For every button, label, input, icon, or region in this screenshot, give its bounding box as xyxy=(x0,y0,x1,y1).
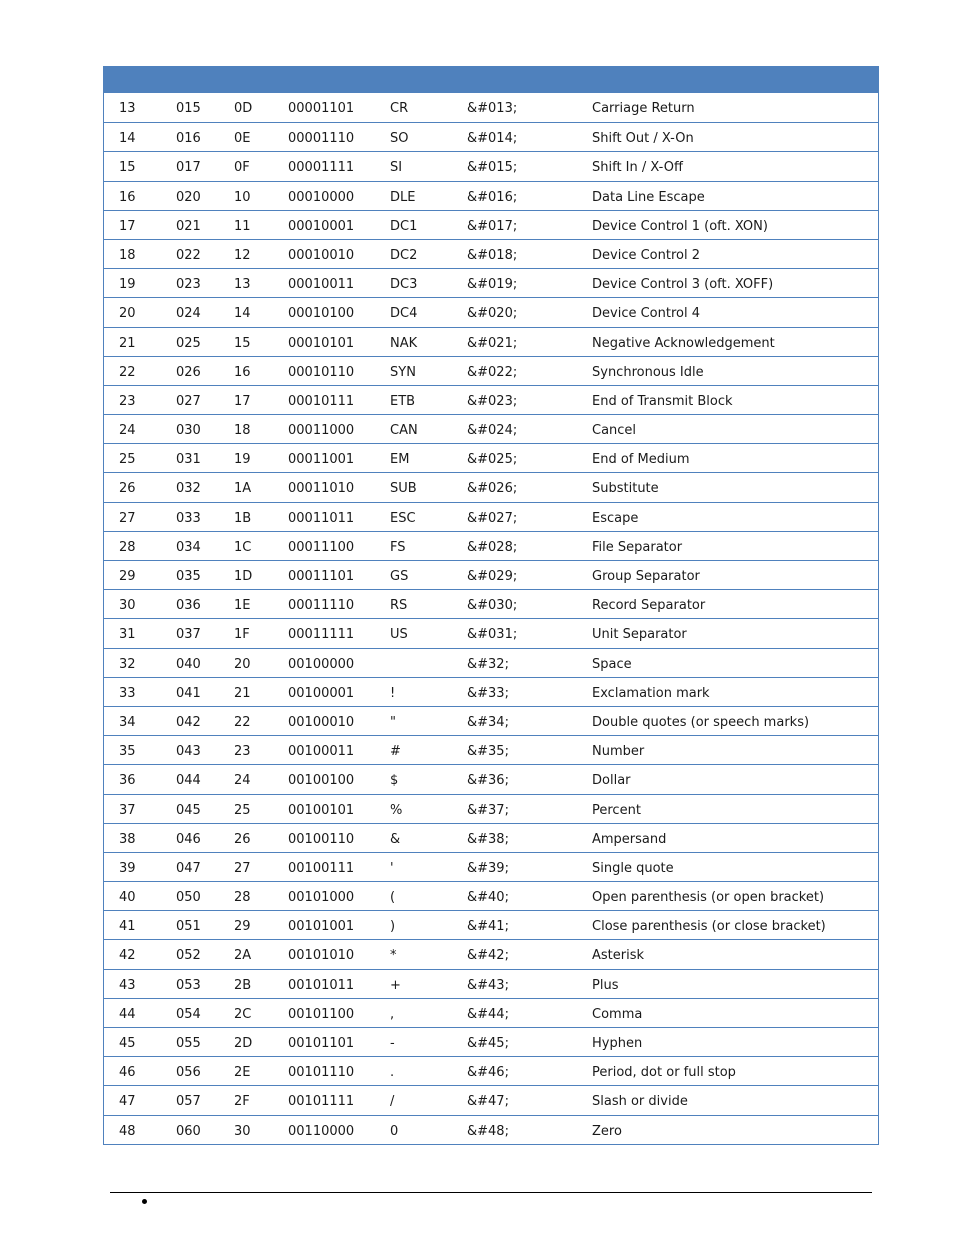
hex-cell: 11 xyxy=(234,218,251,234)
symbol-cell: ESC xyxy=(390,510,416,526)
table-row xyxy=(104,764,878,793)
octal-cell: 051 xyxy=(176,919,201,935)
symbol-cell: & xyxy=(390,831,401,847)
html-number-cell: &#019; xyxy=(467,277,518,293)
description-cell: Single quote xyxy=(592,860,674,876)
hex-cell: 27 xyxy=(234,860,251,876)
decimal-cell: 22 xyxy=(119,364,136,380)
hex-cell: 14 xyxy=(234,306,251,322)
table-row xyxy=(104,210,878,239)
octal-cell: 041 xyxy=(176,685,201,701)
footer-rule xyxy=(110,1192,872,1193)
binary-cell: 00010000 xyxy=(288,189,355,205)
binary-cell: 00011000 xyxy=(288,423,355,439)
ascii-table xyxy=(103,66,879,1145)
description-cell: Dollar xyxy=(592,773,631,789)
html-number-cell: &#34; xyxy=(467,714,509,730)
hex-cell: 29 xyxy=(234,919,251,935)
octal-cell: 020 xyxy=(176,189,201,205)
binary-cell: 00010100 xyxy=(288,306,355,322)
octal-cell: 054 xyxy=(176,1006,201,1022)
table-row xyxy=(104,735,878,764)
decimal-cell: 27 xyxy=(119,510,136,526)
table-row xyxy=(104,1115,878,1144)
symbol-cell: FS xyxy=(390,539,406,555)
decimal-cell: 15 xyxy=(119,160,136,176)
binary-cell: 00010010 xyxy=(288,247,355,263)
description-cell: Exclamation mark xyxy=(592,685,710,701)
octal-cell: 017 xyxy=(176,160,201,176)
hex-cell: 2A xyxy=(234,948,252,964)
hex-cell: 2C xyxy=(234,1006,252,1022)
html-number-cell: &#018; xyxy=(467,247,518,263)
octal-cell: 044 xyxy=(176,773,201,789)
html-number-cell: &#40; xyxy=(467,890,509,906)
html-number-cell: &#45; xyxy=(467,1036,509,1051)
description-cell: Substitute xyxy=(592,481,659,497)
table-row xyxy=(104,239,878,268)
table-row xyxy=(104,969,878,998)
html-number-cell: &#41; xyxy=(467,919,509,935)
symbol-cell: DC1 xyxy=(390,218,418,234)
decimal-cell: 28 xyxy=(119,539,136,555)
hex-cell: 30 xyxy=(234,1123,251,1139)
html-number-cell: &#026; xyxy=(467,481,518,497)
description-cell: Device Control 4 xyxy=(592,306,700,322)
decimal-cell: 23 xyxy=(119,393,136,409)
hex-cell: 2E xyxy=(234,1065,251,1081)
decimal-cell: 17 xyxy=(119,218,136,234)
symbol-cell: DC3 xyxy=(390,277,418,293)
decimal-cell: 33 xyxy=(119,685,136,701)
binary-cell: 00001110 xyxy=(288,131,355,147)
description-cell: Unit Separator xyxy=(592,627,687,643)
decimal-cell: 40 xyxy=(119,890,136,906)
octal-cell: 045 xyxy=(176,802,201,818)
binary-cell: 00011100 xyxy=(288,539,355,555)
table-row xyxy=(104,998,878,1027)
binary-cell: 00101011 xyxy=(288,977,355,993)
octal-cell: 022 xyxy=(176,247,201,263)
description-cell: Synchronous Idle xyxy=(592,364,704,380)
hex-cell: 1A xyxy=(234,481,252,497)
table-row xyxy=(104,648,878,677)
html-number-cell: &#027; xyxy=(467,510,518,526)
octal-cell: 015 xyxy=(176,101,201,116)
html-number-cell: &#022; xyxy=(467,364,518,380)
table-row xyxy=(104,1085,878,1114)
decimal-cell: 16 xyxy=(119,189,136,205)
hex-cell: 13 xyxy=(234,277,251,293)
binary-cell: 00100100 xyxy=(288,773,355,789)
binary-cell: 00100001 xyxy=(288,685,355,701)
symbol-cell: SUB xyxy=(390,481,417,497)
table-row xyxy=(104,1027,878,1056)
table-row xyxy=(104,181,878,210)
decimal-cell: 44 xyxy=(119,1006,136,1022)
decimal-cell: 18 xyxy=(119,247,136,263)
html-number-cell: &#43; xyxy=(467,977,509,993)
decimal-cell: 47 xyxy=(119,1094,136,1110)
binary-cell: 00011101 xyxy=(288,569,355,584)
table-row xyxy=(104,356,878,385)
symbol-cell: ( xyxy=(390,890,396,906)
hex-cell: 0E xyxy=(234,131,251,147)
octal-cell: 034 xyxy=(176,539,201,555)
html-number-cell: &#017; xyxy=(467,218,518,234)
description-cell: Period, dot or full stop xyxy=(592,1065,736,1081)
binary-cell: 00101110 xyxy=(288,1065,355,1081)
html-number-cell: &#38; xyxy=(467,831,509,847)
html-number-cell: &#015; xyxy=(467,160,518,176)
octal-cell: 031 xyxy=(176,452,201,468)
hex-cell: 17 xyxy=(234,393,251,409)
hex-cell: 19 xyxy=(234,452,251,468)
html-number-cell: &#44; xyxy=(467,1006,509,1022)
symbol-cell: CR xyxy=(390,101,409,116)
binary-cell: 00011110 xyxy=(288,598,355,614)
html-number-cell: &#39; xyxy=(467,860,509,876)
hex-cell: 24 xyxy=(234,773,251,789)
symbol-cell: US xyxy=(390,627,408,643)
octal-cell: 030 xyxy=(176,423,201,439)
table-row xyxy=(104,93,878,122)
hex-cell: 10 xyxy=(234,189,251,205)
html-number-cell: &#016; xyxy=(467,189,518,205)
octal-cell: 040 xyxy=(176,656,201,672)
table-row xyxy=(104,618,878,647)
html-number-cell: &#023; xyxy=(467,393,518,409)
symbol-cell: DLE xyxy=(390,189,416,205)
decimal-cell: 39 xyxy=(119,860,136,876)
hex-cell: 1D xyxy=(234,569,253,584)
html-number-cell: &#42; xyxy=(467,948,509,964)
description-cell: Hyphen xyxy=(592,1036,643,1051)
table-row xyxy=(104,268,878,297)
html-number-cell: &#029; xyxy=(467,569,518,584)
binary-cell: 00010101 xyxy=(288,335,355,351)
octal-cell: 021 xyxy=(176,218,201,234)
decimal-cell: 21 xyxy=(119,335,136,351)
description-cell: File Separator xyxy=(592,539,683,555)
description-cell: Space xyxy=(592,656,632,672)
decimal-cell: 36 xyxy=(119,773,136,789)
binary-cell: 00011001 xyxy=(288,452,355,468)
binary-cell: 00100011 xyxy=(288,744,355,760)
footer-bullet xyxy=(142,1199,147,1204)
description-cell: Device Control 1 (oft. XON) xyxy=(592,218,768,234)
table-row xyxy=(104,560,878,589)
hex-cell: 20 xyxy=(234,656,251,672)
table-row xyxy=(104,706,878,735)
decimal-cell: 34 xyxy=(119,714,136,730)
decimal-cell: 32 xyxy=(119,656,136,672)
symbol-cell: % xyxy=(390,802,403,818)
html-number-cell: &#46; xyxy=(467,1065,509,1081)
hex-cell: 12 xyxy=(234,247,251,263)
decimal-cell: 38 xyxy=(119,831,136,847)
octal-cell: 047 xyxy=(176,860,201,876)
decimal-cell: 30 xyxy=(119,598,136,614)
decimal-cell: 26 xyxy=(119,481,136,497)
hex-cell: 1E xyxy=(234,598,251,614)
binary-cell: 00100101 xyxy=(288,802,355,818)
hex-cell: 2D xyxy=(234,1036,253,1051)
symbol-cell: EM xyxy=(390,452,410,468)
binary-cell: 00101001 xyxy=(288,919,355,935)
hex-cell: 22 xyxy=(234,714,251,730)
octal-cell: 023 xyxy=(176,277,201,293)
description-cell: Group Separator xyxy=(592,569,700,584)
decimal-cell: 24 xyxy=(119,423,136,439)
hex-cell: 2B xyxy=(234,977,252,993)
decimal-cell: 43 xyxy=(119,977,136,993)
html-number-cell: &#48; xyxy=(467,1123,509,1139)
table-row xyxy=(104,414,878,443)
description-cell: Ampersand xyxy=(592,831,667,847)
hex-cell: 18 xyxy=(234,423,251,439)
description-cell: Asterisk xyxy=(592,948,645,964)
description-cell: Record Separator xyxy=(592,598,706,614)
symbol-cell: ' xyxy=(390,860,394,876)
description-cell: End of Medium xyxy=(592,452,690,468)
symbol-cell: NAK xyxy=(390,335,418,351)
hex-cell: 21 xyxy=(234,685,251,701)
description-cell: Close parenthesis (or close bracket) xyxy=(592,919,826,935)
octal-cell: 042 xyxy=(176,714,201,730)
decimal-cell: 20 xyxy=(119,306,136,322)
description-cell: Cancel xyxy=(592,423,637,439)
binary-cell: 00001101 xyxy=(288,101,355,116)
symbol-cell: GS xyxy=(390,569,409,584)
symbol-cell: DC4 xyxy=(390,306,418,322)
hex-cell: 26 xyxy=(234,831,251,847)
symbol-cell: ) xyxy=(390,919,396,935)
table-row xyxy=(104,794,878,823)
octal-cell: 056 xyxy=(176,1065,201,1081)
symbol-cell: $ xyxy=(390,773,399,789)
html-number-cell: &#47; xyxy=(467,1094,509,1110)
html-number-cell: &#35; xyxy=(467,744,509,760)
decimal-cell: 37 xyxy=(119,802,136,818)
binary-cell: 00101000 xyxy=(288,890,355,906)
binary-cell: 00100010 xyxy=(288,714,355,730)
table-row xyxy=(104,472,878,501)
table-row xyxy=(104,823,878,852)
table-row xyxy=(104,910,878,939)
hex-cell: 15 xyxy=(234,335,251,351)
description-cell: Carriage Return xyxy=(592,101,695,116)
html-number-cell: &#030; xyxy=(467,598,518,614)
symbol-cell: RS xyxy=(390,598,408,614)
octal-cell: 027 xyxy=(176,393,201,409)
table-row xyxy=(104,589,878,618)
table-row xyxy=(104,297,878,326)
hex-cell: 1B xyxy=(234,510,252,526)
decimal-cell: 41 xyxy=(119,919,136,935)
octal-cell: 033 xyxy=(176,510,201,526)
octal-cell: 032 xyxy=(176,481,201,497)
hex-cell: 2F xyxy=(234,1094,250,1110)
hex-cell: 28 xyxy=(234,890,251,906)
binary-cell: 00110000 xyxy=(288,1123,355,1139)
description-cell: Device Control 3 (oft. XOFF) xyxy=(592,277,774,293)
description-cell: Percent xyxy=(592,802,641,818)
table-row xyxy=(104,122,878,151)
html-number-cell: &#020; xyxy=(467,306,518,322)
octal-cell: 046 xyxy=(176,831,201,847)
description-cell: Zero xyxy=(592,1123,622,1139)
html-number-cell: &#32; xyxy=(467,656,509,672)
description-cell: Number xyxy=(592,744,645,760)
html-number-cell: &#37; xyxy=(467,802,509,818)
octal-cell: 060 xyxy=(176,1123,201,1139)
hex-cell: 0D xyxy=(234,101,253,116)
symbol-cell: + xyxy=(390,977,401,993)
hex-cell: 0F xyxy=(234,160,250,176)
octal-cell: 057 xyxy=(176,1094,201,1110)
table-row xyxy=(104,531,878,560)
table-header-bar xyxy=(104,66,878,93)
octal-cell: 036 xyxy=(176,598,201,614)
decimal-cell: 29 xyxy=(119,569,136,584)
symbol-cell: DC2 xyxy=(390,247,418,263)
description-cell: Plus xyxy=(592,977,619,993)
octal-cell: 024 xyxy=(176,306,201,322)
symbol-cell: , xyxy=(390,1006,395,1022)
symbol-cell: ! xyxy=(390,685,396,701)
description-cell: Slash or divide xyxy=(592,1094,688,1110)
description-cell: Comma xyxy=(592,1006,643,1022)
symbol-cell: . xyxy=(390,1065,395,1081)
table-body xyxy=(104,93,878,1144)
symbol-cell: - xyxy=(390,1036,395,1051)
hex-cell: 25 xyxy=(234,802,251,818)
decimal-cell: 13 xyxy=(119,101,136,116)
symbol-cell: SYN xyxy=(390,364,416,380)
binary-cell: 00010110 xyxy=(288,364,355,380)
html-number-cell: &#028; xyxy=(467,539,518,555)
hex-cell: 16 xyxy=(234,364,251,380)
decimal-cell: 46 xyxy=(119,1065,136,1081)
html-number-cell: &#031; xyxy=(467,627,518,643)
decimal-cell: 31 xyxy=(119,627,136,643)
hex-cell: 23 xyxy=(234,744,251,760)
decimal-cell: 42 xyxy=(119,948,136,964)
decimal-cell: 14 xyxy=(119,131,136,147)
octal-cell: 050 xyxy=(176,890,201,906)
symbol-cell: ETB xyxy=(390,393,416,409)
octal-cell: 037 xyxy=(176,627,201,643)
description-cell: End of Transmit Block xyxy=(592,393,733,409)
binary-cell: 00010001 xyxy=(288,218,355,234)
binary-cell: 00100111 xyxy=(288,860,355,876)
description-cell: Device Control 2 xyxy=(592,247,700,263)
table-row xyxy=(104,939,878,968)
decimal-cell: 25 xyxy=(119,452,136,468)
binary-cell: 00101111 xyxy=(288,1094,355,1110)
description-cell: Shift Out / X-On xyxy=(592,131,694,147)
description-cell: Double quotes (or speech marks) xyxy=(592,714,810,730)
binary-cell: 00011011 xyxy=(288,510,355,526)
octal-cell: 016 xyxy=(176,131,201,147)
symbol-cell: " xyxy=(390,714,396,730)
decimal-cell: 48 xyxy=(119,1123,136,1139)
symbol-cell: SO xyxy=(390,131,409,147)
binary-cell: 00011111 xyxy=(288,627,355,643)
description-cell: Data Line Escape xyxy=(592,189,705,205)
table-row xyxy=(104,327,878,356)
table-row xyxy=(104,385,878,414)
html-number-cell: &#36; xyxy=(467,773,509,789)
symbol-cell: / xyxy=(390,1094,395,1110)
binary-cell: 00101100 xyxy=(288,1006,355,1022)
description-cell: Negative Acknowledgement xyxy=(592,335,775,351)
hex-cell: 1F xyxy=(234,627,250,643)
table-row xyxy=(104,677,878,706)
html-number-cell: &#013; xyxy=(467,101,518,116)
hex-cell: 1C xyxy=(234,539,252,555)
binary-cell: 00100110 xyxy=(288,831,355,847)
octal-cell: 043 xyxy=(176,744,201,760)
table-row xyxy=(104,1056,878,1085)
octal-cell: 025 xyxy=(176,335,201,351)
html-number-cell: &#021; xyxy=(467,335,518,351)
octal-cell: 055 xyxy=(176,1036,201,1051)
table-row xyxy=(104,502,878,531)
table-row xyxy=(104,443,878,472)
octal-cell: 052 xyxy=(176,948,201,964)
description-cell: Open parenthesis (or open bracket) xyxy=(592,890,825,906)
decimal-cell: 35 xyxy=(119,744,136,760)
symbol-cell: CAN xyxy=(390,423,418,439)
binary-cell: 00101101 xyxy=(288,1036,355,1051)
binary-cell: 00011010 xyxy=(288,481,355,497)
symbol-cell: # xyxy=(390,744,401,760)
description-cell: Escape xyxy=(592,510,639,526)
binary-cell: 00010111 xyxy=(288,393,355,409)
octal-cell: 053 xyxy=(176,977,201,993)
binary-cell: 00001111 xyxy=(288,160,355,176)
decimal-cell: 19 xyxy=(119,277,136,293)
binary-cell: 00101010 xyxy=(288,948,355,964)
decimal-cell: 45 xyxy=(119,1036,136,1051)
description-cell: Shift In / X-Off xyxy=(592,160,683,176)
html-number-cell: &#024; xyxy=(467,423,518,439)
symbol-cell: * xyxy=(390,948,397,964)
symbol-cell: 0 xyxy=(390,1123,399,1139)
table-row xyxy=(104,881,878,910)
symbol-cell: SI xyxy=(390,160,403,176)
table-row xyxy=(104,852,878,881)
html-number-cell: &#33; xyxy=(467,685,509,701)
binary-cell: 00100000 xyxy=(288,656,355,672)
html-number-cell: &#014; xyxy=(467,131,518,147)
table-row xyxy=(104,151,878,180)
binary-cell: 00010011 xyxy=(288,277,355,293)
octal-cell: 026 xyxy=(176,364,201,380)
octal-cell: 035 xyxy=(176,569,201,584)
html-number-cell: &#025; xyxy=(467,452,518,468)
